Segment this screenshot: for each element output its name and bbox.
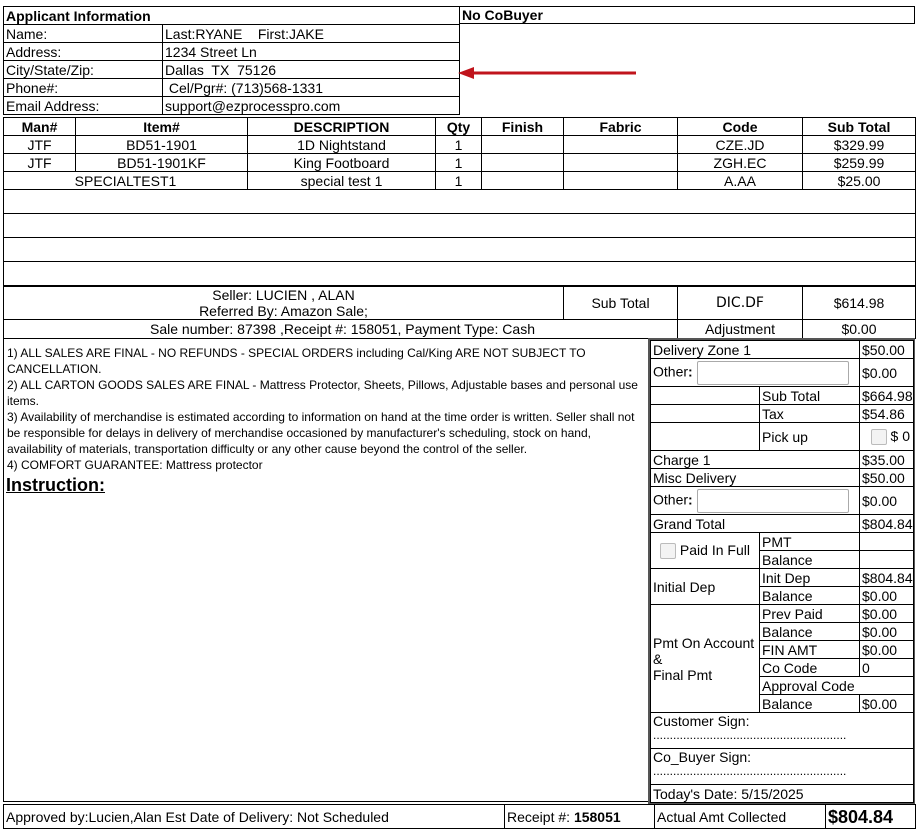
cell-code: A.AA (678, 172, 803, 190)
cell-subtotal: $329.99 (803, 136, 916, 154)
referred-by: Referred By: Amazon Sale; (199, 303, 368, 319)
balance-label: Balance (760, 551, 860, 569)
subtotal-label: Sub Total (760, 387, 860, 405)
cobuyer-sign[interactable] (651, 749, 914, 785)
balance-label: Balance (760, 587, 860, 605)
pmt-on-account (651, 605, 760, 713)
term-3: 3) Availability of merchandise is estimated according to information on hand at the time order is written. Seller shall not be responsible for delays in delivery of merchandise occasioned by manufacturer's scheduling, stock on hand, availability of materials, transportation difficulty or any other cause beyond the control of the seller. (7, 410, 635, 456)
col-header-item: Item# (76, 118, 248, 136)
cell-man: JTF (4, 154, 76, 172)
grand-total-value: $804.84 (860, 515, 914, 533)
table-row (4, 172, 916, 190)
balance-value: $0.00 (860, 695, 914, 713)
paid-in-full-label: Paid In Full (679, 541, 750, 558)
delivery-zone-value: $50.00 (860, 341, 914, 359)
applicant-row-phone (4, 79, 460, 97)
blank-row (4, 262, 916, 286)
applicant-value: support@ezprocesspro.com (163, 97, 460, 115)
approved-by: Approved by:Lucien,Alan Est Date of Delivery: Not Scheduled (4, 805, 505, 829)
co-code-value: 0 (860, 659, 914, 677)
term-4: 4) COMFORT GUARANTEE: Mattress protector (7, 458, 263, 472)
blank-row (4, 214, 916, 238)
charge-label: Charge 1 (651, 451, 860, 469)
signature-line: .......................................................... (653, 766, 847, 776)
cell-subtotal: $259.99 (803, 154, 916, 172)
seller-info (4, 287, 564, 320)
col-header-fabric: Fabric (564, 118, 678, 136)
col-header-description: DESCRIPTION (248, 118, 436, 136)
col-header-subtotal: Sub Total (803, 118, 916, 136)
adjustment-label: Adjustment (678, 320, 803, 339)
misc-delivery-value: $50.00 (860, 469, 914, 487)
subtotal-value: $614.98 (803, 287, 916, 320)
fin-amt-label: FIN AMT (760, 641, 860, 659)
adjustment-value: $0.00 (803, 320, 916, 339)
pickup-label: Pick up (760, 423, 860, 451)
cell-finish (482, 154, 564, 172)
col-header-man: Man# (4, 118, 76, 136)
instruction-heading: Instruction: (6, 475, 105, 495)
pickup-value: $ 0 (890, 427, 911, 444)
cobuyer-sign-label: Co_Buyer Sign: (653, 749, 752, 765)
applicant-header: Applicant Information (4, 7, 460, 25)
co-code-label: Co Code (760, 659, 860, 677)
tax-label: Tax (760, 405, 860, 423)
cell-qty: 1 (436, 154, 482, 172)
fin-amt-value: $0.00 (860, 641, 914, 659)
subtotal-code: DIC.DF (678, 287, 803, 320)
term-2: 2) ALL CARTON GOODS SALES ARE FINAL - Mattress Protector, Sheets, Pillows, Adjustable bases and personal use items. (7, 378, 638, 408)
cell-man: JTF (4, 136, 76, 154)
subtotal-value: $664.98 (860, 387, 914, 405)
col-header-qty: Qty (436, 118, 482, 136)
blank-row (4, 190, 916, 214)
col-header-code: Code (678, 118, 803, 136)
cobuyer-header: No CoBuyer (459, 6, 915, 24)
init-dep-label: Init Dep (760, 569, 860, 587)
init-dep-value: $804.84 (860, 569, 914, 587)
balance-label: Balance (760, 695, 860, 713)
prev-paid-value: $0.00 (860, 605, 914, 623)
items-header-row (4, 118, 916, 136)
pmt-on-account-label: Pmt On Account (653, 634, 755, 651)
applicant-value: Last:RYANE First:JAKE (163, 25, 460, 43)
applicant-value: Cel/Pgr#: (713)568-1331 (163, 79, 460, 97)
cell-description: 1D Nightstand (248, 136, 436, 154)
cell-man-item: SPECIALTEST1 (4, 172, 248, 190)
applicant-label: Phone#: (4, 79, 163, 97)
applicant-row-address (4, 43, 460, 61)
grand-total-label: Grand Total (651, 515, 860, 533)
cell-item: BD51-1901 (76, 136, 248, 154)
totals-panel (648, 338, 915, 804)
misc-delivery-label: Misc Delivery (651, 469, 860, 487)
other-label: Other (653, 363, 689, 380)
approval-code-label: Approval Code (760, 677, 914, 695)
tax-value: $54.86 (860, 405, 914, 423)
customer-sign-label: Customer Sign: (653, 713, 750, 729)
cell-code: CZE.JD (678, 136, 803, 154)
seller-table (3, 286, 916, 339)
receipt-label: Receipt #: (507, 808, 574, 825)
other-input[interactable] (697, 489, 849, 513)
initial-dep-label: Initial Dep (651, 569, 760, 605)
applicant-label: Address: (4, 43, 163, 61)
applicant-row-email (4, 97, 460, 115)
applicant-label: City/State/Zip: (4, 61, 163, 79)
charge-value: $35.00 (860, 451, 914, 469)
pmt-label: PMT (760, 533, 860, 551)
cell-finish (482, 136, 564, 154)
cell-code: ZGH.EC (678, 154, 803, 172)
table-row (4, 154, 916, 172)
cell-description: King Footboard (248, 154, 436, 172)
applicant-row-city (4, 61, 460, 79)
arrow-left-icon (458, 66, 638, 80)
receipt-number: 158051 (573, 808, 621, 825)
cell-fabric (564, 154, 678, 172)
applicant-label: Email Address: (4, 97, 163, 115)
cell-subtotal: $25.00 (803, 172, 916, 190)
cell-description: special test 1 (248, 172, 436, 190)
other-value: $0.00 (860, 359, 914, 387)
other-label: Other (653, 491, 689, 508)
final-pmt-label: Final Pmt (653, 666, 713, 683)
applicant-value: Dallas TX 75126 (163, 61, 460, 79)
paid-in-full-checkbox[interactable] (660, 543, 676, 559)
signature-line: .......................................................... (653, 730, 847, 740)
sale-info: Sale number: 87398 ,Receipt #: 158051, Payment Type: Cash (4, 320, 678, 339)
other-input[interactable] (697, 361, 849, 385)
actual-amt-value: $804.84 (826, 805, 916, 829)
balance-value: $0.00 (860, 623, 914, 641)
amp-label: & (653, 650, 663, 667)
balance-value: $0.00 (860, 587, 914, 605)
term-1: 1) ALL SALES ARE FINAL - NO REFUNDS - SPECIAL ORDERS including Cal/King ARE NOT SUBJECT TO CANCELLATION. (7, 346, 586, 376)
customer-sign[interactable] (651, 713, 914, 749)
cell-item: BD51-1901KF (76, 154, 248, 172)
table-row (4, 136, 916, 154)
applicant-row-name (4, 25, 460, 43)
applicant-label: Name: (4, 25, 163, 43)
blank-row (4, 238, 916, 262)
delivery-zone-label: Delivery Zone 1 (651, 341, 860, 359)
items-table (3, 117, 916, 286)
cell-qty: 1 (436, 172, 482, 190)
applicant-value: 1234 Street Ln (163, 43, 460, 61)
subtotal-label: Sub Total (564, 287, 678, 320)
cell-fabric (564, 172, 678, 190)
actual-amt-label: Actual Amt Collected (655, 805, 826, 829)
todays-date: Today's Date: 5/15/2025 (651, 785, 914, 803)
applicant-table (3, 6, 460, 115)
totals-table: Delivery Zone 1 $50.00 Other: $0.00 Sub Total $664.98 Tax $54.86 Pick up $ 0 Charge 1 $35.00 Misc Delivery $50.00 Other: $0.00 Grand Total $804.84 Paid In Full PMT Balance Initial Dep Init Dep $804.84 Balance $0.00 Pmt On Account & Final Pmt Prev Paid $0.00 Balance $0.00 FIN AMT $0.00 Co Code 0 Approval Code Balance $0.00 Customer Sign: .......................................................... Co_Buyer Sign: .......................................................... Today's Date: 5/15/2025 (650, 340, 914, 803)
seller-name: Seller: LUCIEN , ALAN (212, 287, 355, 303)
cell-qty: 1 (436, 136, 482, 154)
col-header-finish: Finish (482, 118, 564, 136)
terms-panel (3, 338, 648, 802)
cell-finish (482, 172, 564, 190)
balance-label: Balance (760, 623, 860, 641)
prev-paid-label: Prev Paid (760, 605, 860, 623)
cell-fabric (564, 136, 678, 154)
pickup-checkbox[interactable] (871, 429, 887, 445)
bottom-bar (3, 804, 916, 829)
other-value: $0.00 (860, 487, 914, 515)
